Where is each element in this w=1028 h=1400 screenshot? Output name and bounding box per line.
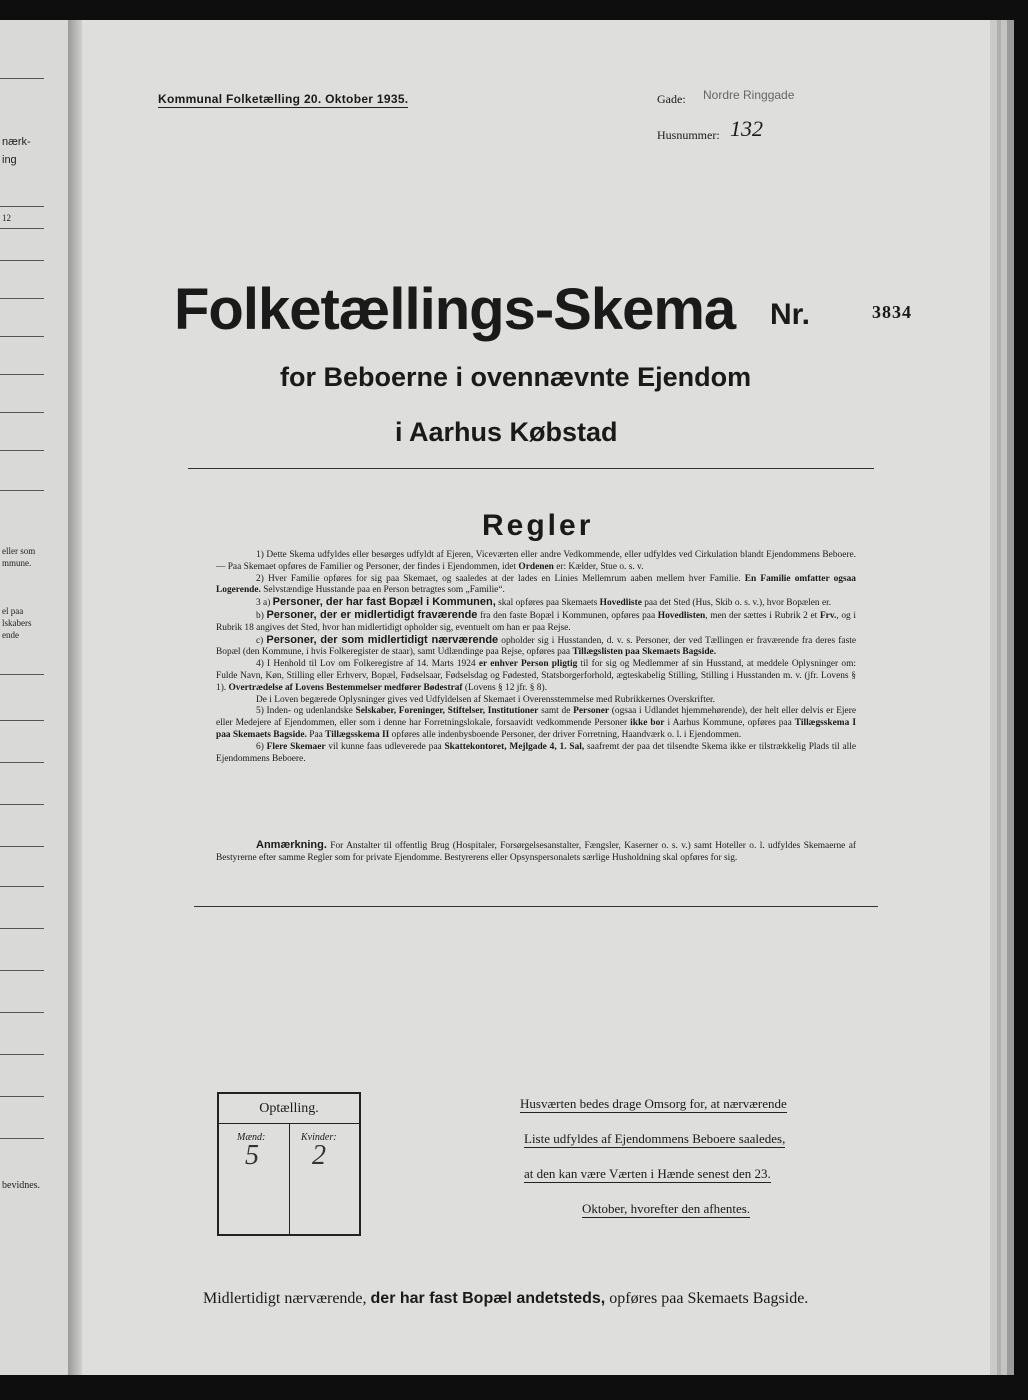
divider-line [188, 468, 874, 469]
left-rule [0, 228, 44, 229]
men-label: Mænd: [237, 1132, 266, 1143]
form-number: 3834 [872, 302, 912, 322]
left-rule [0, 762, 44, 763]
notice-line-3: at den kan være Værten i Hænde senest den 23. [524, 1166, 771, 1181]
rule-6: 6) Flere Skemaer vil kunne faas udleverede paa Skattekontoret, Mejlgade 4, 1. Sal, saafremt der paa det tilsendte Skema ikke er tilstrækkelig Plads til alle Ejendommens Beboere. [216, 741, 857, 764]
left-rule [0, 846, 44, 847]
left-rule [0, 1012, 44, 1013]
left-text: ing [2, 154, 17, 166]
left-rule [0, 970, 44, 971]
left-rule [0, 78, 44, 79]
men-count: 5 [245, 1140, 259, 1171]
women-label: Kvinder: [301, 1132, 337, 1143]
left-text: eller som [2, 546, 36, 556]
form-subtitle: for Beboerne i ovennævnte Ejendom [280, 362, 752, 392]
rule-2: 2) Hver Familie opføres for sig paa Skemaet, og saaledes at der lades en Linies Mellemrum aaben mellem hver Familie. En Familie omfatter ogsaa Logerende. Selvstændige Husstande paa en Person betragtes som „Familie“. [216, 573, 856, 596]
left-text: lskabers [2, 618, 32, 628]
house-number-value: 132 [730, 116, 763, 141]
left-rule [0, 374, 44, 375]
left-text: ende [2, 630, 19, 640]
left-rule [0, 298, 44, 299]
page-edges [990, 20, 1014, 1375]
note-text: For Anstalter til offentlig Brug (Hospitaler, Forsørgelsesanstalter, Fængsler, Kaserner o. s. v.) samt Hoteller o. l. udfyldes Skemaerne af Bestyrerne efter samme Regler som for private Ejendomme. Bestyrerens eller Opsynspersonalets særlige Husholdning skal opføres for sig. [216, 841, 856, 863]
left-text: el paa [2, 606, 24, 616]
rules-heading: Regler [482, 509, 594, 542]
rule-1: 1) Dette Skema udfyldes eller besørges udfyldt af Ejeren, Viceværten eller andre Vedkommende, eller udfyldes ved Cirkulation blandt Ejendommens Beboere. — Paa Skemaet opføres de Familier og Personer, der findes i Ejendommen, idet Ordenen er: Kælder, Stue o. s. v. [216, 550, 856, 572]
footer-note: Midlertidigt nærværende, der har fast Bopæl andetsteds, opføres paa Skemaets Bagside. [203, 1290, 809, 1307]
notice-line-4: Oktober, hvorefter den afhentes. [582, 1201, 751, 1216]
left-text: bevidnes. [2, 1180, 41, 1191]
left-text: 12 [2, 213, 11, 223]
rule-4: 4) I Henhold til Lov om Folkeregistre af 14. Marts 1924 er enhver Person pligtig til for sig og Medlemmer af sin Husstand, at meddele Oplysninger om: Fulde Navn, Køn, Stilling eller Erhverv, Bopæl, Fødselsaar, Fødselsdag og Fødested, Statsborgerforhold, ægteskabelig Stilling, Stilling i Husstanden m. v. (jfr. Lovens § 1). Overtrædelse af Lovens Bestemmelser medfører Bødestraf (Lovens § 12 jfr. § 8). [216, 659, 857, 693]
notice-line-2: Liste udfyldes af Ejendommens Beboere saaledes, [524, 1131, 786, 1146]
left-rule [0, 260, 44, 261]
rule-3c: c) Personer, der som midlertidigt nærværende opholder sig i Husstanden, d. v. s. Personer, der ved Tællingen er fraværende fra deres faste Bopæl (den Kommune, i hvis Folkeregister de staar), samt Udlændinge paa Rejse, opføres paa Tillægslisten paa Skemaets Bagside. [216, 633, 857, 658]
women-count: 2 [312, 1140, 326, 1171]
notice-line-1: Husværten bedes drage Omsorg for, at nærværende [520, 1096, 787, 1111]
left-rule [0, 206, 44, 207]
left-rule [0, 928, 44, 929]
left-text: mmune. [2, 558, 32, 568]
left-rule [0, 450, 44, 451]
rule-5: 5) Inden- og udenlandske Selskaber, Foreninger, Stiftelser, Institutioner samt de Personer (ogsaa i Udlandet hjemmehørende), der helt eller delvis er Ejere eller Medejere af Ejendommen, eller som i denne har Forretningslokale, forsaavidt vedkommende Personer ikke bor i Aarhus Kommune, opføres paa Tillægsskema I paa Skemaets Bagside. Paa Tillægsskema II opføres alle indenbysboende Personer, der driver Forretning, Haandværk o. l. i Ejendommen. [216, 706, 856, 740]
count-box-title: Optælling. [219, 1094, 359, 1124]
left-rule [0, 1138, 44, 1139]
left-rule [0, 490, 44, 491]
street-value: Nordre Ringgade [703, 88, 795, 102]
note-label: Anmærkning. [256, 839, 327, 851]
rule-4-note: De i Loven begærede Oplysninger gives ved Udfyldelsen af Skemaet i Overensstemmelse med Rubrikkernes Overskrifter. [256, 694, 715, 705]
left-rule [0, 720, 44, 721]
count-box [217, 1092, 361, 1236]
left-rule [0, 674, 44, 675]
note-section [216, 840, 856, 865]
left-rule [0, 804, 44, 805]
divider-line [194, 906, 878, 907]
left-rule [0, 1054, 44, 1055]
street-label: Gade: [657, 92, 686, 106]
form-number-label: Nr. [770, 298, 811, 331]
left-page-fragment [0, 20, 69, 1375]
count-box-divider [289, 1124, 290, 1234]
form-title: Folketællings-Skema [174, 277, 736, 342]
left-rule [0, 336, 44, 337]
left-text: nærk- [2, 136, 31, 148]
rule-3b: b) Personer, der er midlertidigt fraværende fra den faste Bopæl i Kommunen, opføres paa Hovedlisten, men der sættes i Rubrik 2 et Frv., og i Rubrik 18 angives det Sted, hvor han midlertidigt opholder sig, eventuelt om han er paa Rejse. [216, 608, 856, 633]
census-header: Kommunal Folketælling 20. Oktober 1935. [158, 92, 409, 106]
left-rule [0, 1096, 44, 1097]
rules-text [216, 550, 856, 765]
left-rule [0, 886, 44, 887]
form-subtitle-city: i Aarhus Købstad [395, 417, 618, 447]
left-rule [0, 412, 44, 413]
book-gutter [68, 20, 82, 1375]
rule-3a: 3 a) Personer, der har fast Bopæl i Kommunen, skal opføres paa Skemaets Hovedliste paa det Sted (Hus, Skib o. s. v.), hvor Bopælen er. [256, 596, 832, 609]
house-number-label: Husnummer: [657, 128, 720, 142]
